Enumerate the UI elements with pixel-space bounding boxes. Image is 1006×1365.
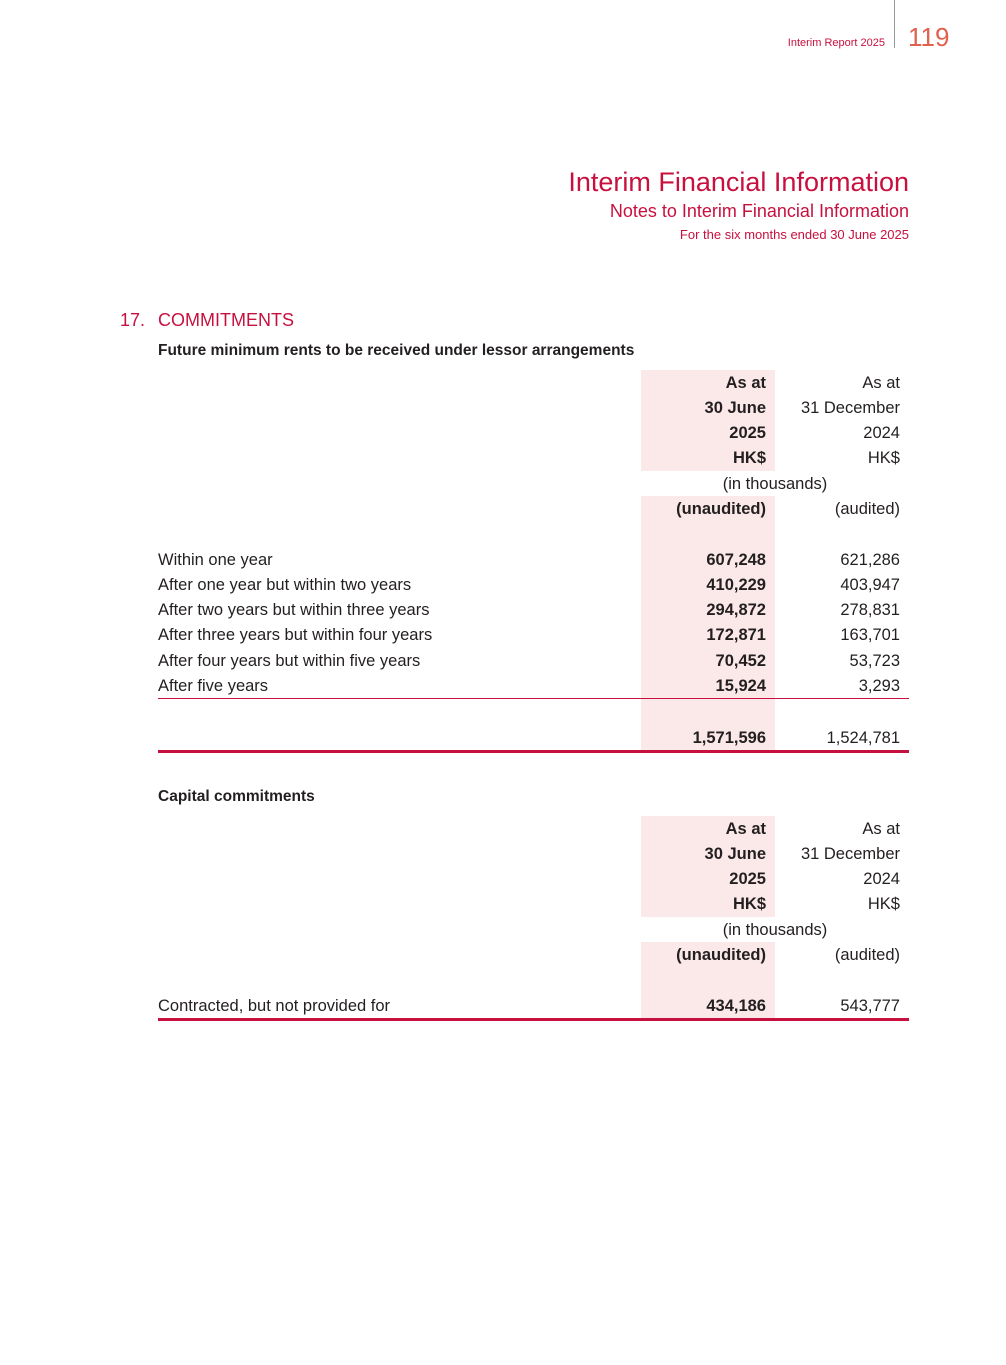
row-label: Within one year [158,551,273,569]
row-label: After four years but within five years [158,652,421,670]
prior-header: As at [862,820,900,838]
units-row [158,918,909,943]
row-current: 434,186 [706,997,766,1015]
prior-header: As at [862,374,900,392]
table-row [158,548,909,573]
prior-header: 2024 [863,870,900,888]
current-status: (unaudited) [676,946,766,964]
prior-header: HK$ [867,895,900,913]
header-row [158,892,909,917]
status-row [158,943,909,968]
row-current: 410,229 [706,576,766,594]
units-label: (in thousands) [722,475,828,493]
current-header: 2025 [729,424,766,442]
current-header: As at [725,374,766,392]
header-row [158,817,909,842]
section-number: 17. [120,310,146,330]
row-prior: 403,947 [840,576,900,594]
prior-status: (audited) [834,500,900,518]
report-name: Interim Report 2025 [787,37,885,49]
row-current: 172,871 [706,626,766,644]
table-row [158,994,909,1019]
current-status: (unaudited) [676,500,766,518]
page-title: Interim Financial Information [568,167,909,197]
status-row [158,497,909,522]
prior-status: (audited) [834,946,900,964]
capital-heading: Capital commitments [158,788,315,805]
section-title: COMMITMENTS [158,310,294,330]
prior-header: 31 December [800,845,900,863]
row-current: 607,248 [706,551,766,569]
row-prior: 543,777 [840,997,900,1015]
header-row [158,396,909,421]
table-row [158,598,909,623]
row-label: After three years but within four years [158,626,433,644]
row-prior: 621,286 [840,551,900,569]
subtotal-rule [158,698,909,699]
row-label: After two years but within three years [158,601,430,619]
header-row [158,842,909,867]
table-row [158,623,909,648]
row-prior: 163,701 [840,626,900,644]
total-current: 1,571,596 [692,729,766,747]
current-header: HK$ [732,449,766,467]
header-row [158,371,909,396]
row-current: 294,872 [706,601,766,619]
table-row [158,649,909,674]
header-divider [894,0,895,48]
row-prior: 53,723 [849,652,900,670]
current-header: HK$ [732,895,766,913]
period-caption: For the six months ended 30 June 2025 [679,227,909,242]
header-row [158,421,909,446]
page-number: 119 [908,22,950,52]
row-prior: 278,831 [840,601,900,619]
row-label: After five years [158,677,269,695]
units-label: (in thousands) [722,921,828,939]
page-subtitle: Notes to Interim Financial Information [609,201,909,221]
title-block [568,166,909,246]
current-header: 2025 [729,870,766,888]
row-current: 15,924 [715,677,766,695]
header-row [158,867,909,892]
total-rule [158,750,909,753]
units-row [158,472,909,497]
row-current: 70,452 [715,652,766,670]
total-row [158,726,909,751]
table-row [158,674,909,699]
prior-header: HK$ [867,449,900,467]
current-header: As at [725,820,766,838]
current-header: 30 June [704,845,766,863]
total-prior: 1,524,781 [826,729,900,747]
header-row [158,446,909,471]
current-header: 30 June [704,399,766,417]
total-rule [158,1018,909,1021]
row-prior: 3,293 [858,677,900,695]
table-row [158,573,909,598]
prior-header: 2024 [863,424,900,442]
prior-header: 31 December [800,399,900,417]
rents-heading: Future minimum rents to be received under lessor arrangements [158,342,635,359]
row-label: Contracted, but not provided for [158,997,391,1015]
row-label: After one year but within two years [158,576,412,594]
